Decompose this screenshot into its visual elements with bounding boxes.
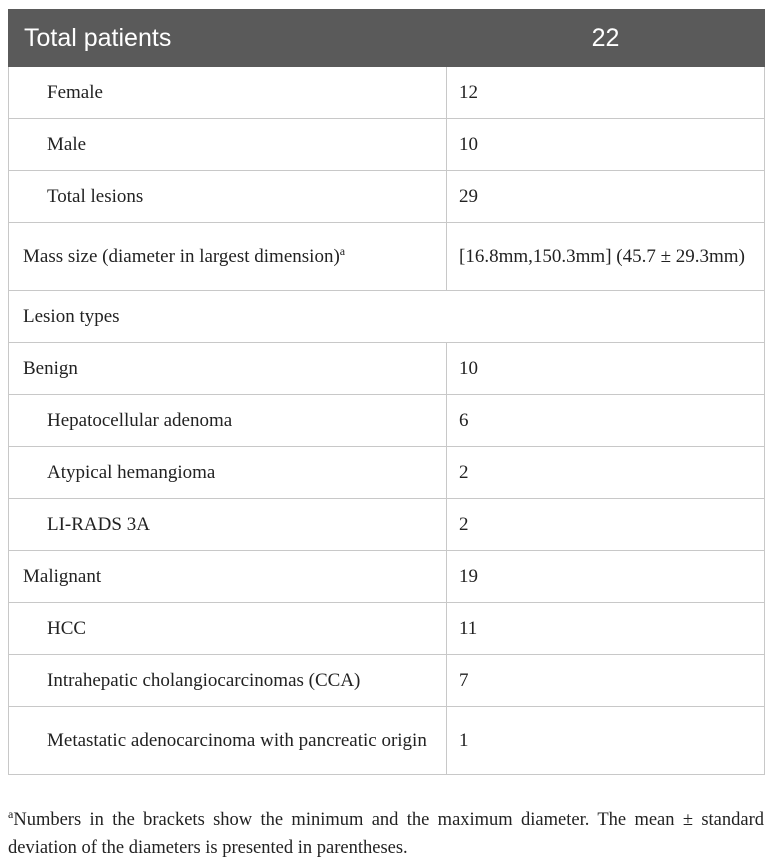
table-header-row [9, 10, 765, 67]
table-container [8, 9, 764, 775]
table-row [9, 395, 765, 447]
row-label: Atypical hemangioma [9, 447, 447, 499]
table-row [9, 119, 765, 171]
row-value: 1 [447, 707, 765, 775]
table-row-section [9, 291, 765, 343]
row-label: Mass size (diameter in largest dimension) [23, 245, 340, 267]
footnote-marker: a [339, 243, 346, 258]
row-value: 10 [447, 343, 765, 395]
row-label: Male [9, 119, 447, 171]
patient-characteristics-table [8, 9, 765, 775]
row-value: 7 [447, 655, 765, 707]
header-total-patients-label: Total patients [9, 10, 447, 67]
table-row [9, 603, 765, 655]
row-value: 11 [447, 603, 765, 655]
row-label: LI-RADS 3A [9, 499, 447, 551]
row-label: Metastatic adenocarcinoma with pancreatic origin [47, 729, 427, 751]
table-row [9, 551, 765, 603]
row-label-cell [9, 223, 447, 291]
table-row [9, 655, 765, 707]
header-total-patients-value: 22 [447, 10, 765, 67]
table-footnote [8, 806, 764, 862]
row-value: 12 [447, 67, 765, 119]
row-label: Benign [9, 343, 447, 395]
row-label: Hepatocellular adenoma [9, 395, 447, 447]
row-value: 29 [447, 171, 765, 223]
row-label-cell [9, 707, 447, 775]
row-value: 6 [447, 395, 765, 447]
row-label: Female [9, 67, 447, 119]
section-label: Lesion types [9, 291, 765, 343]
row-value: 19 [447, 551, 765, 603]
row-value: 2 [447, 499, 765, 551]
row-label: HCC [9, 603, 447, 655]
table-row [9, 171, 765, 223]
table-row [9, 67, 765, 119]
footnote-text: Numbers in the brackets show the minimum and the maximum diameter. The mean ± standard deviation of the diameters is presented in parentheses. [8, 810, 764, 858]
table-row [9, 343, 765, 395]
row-value: [16.8mm,150.3mm] (45.7 ± 29.3mm) [447, 223, 765, 291]
row-label: Intrahepatic cholangiocarcinomas (CCA) [9, 655, 447, 707]
table-row [9, 499, 765, 551]
table-row [9, 447, 765, 499]
footnote-marker: a [8, 807, 14, 821]
row-value: 2 [447, 447, 765, 499]
table-row [9, 223, 765, 291]
row-label: Total lesions [9, 171, 447, 223]
table-row [9, 707, 765, 775]
row-label: Malignant [9, 551, 447, 603]
row-value: 10 [447, 119, 765, 171]
